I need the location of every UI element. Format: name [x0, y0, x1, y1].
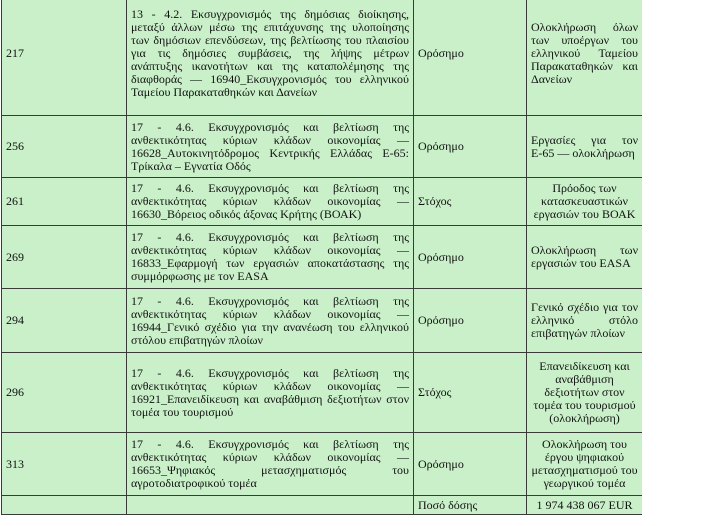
row-result-cell: Ολοκλήρωση των εργασιών του EASA	[527, 226, 643, 289]
row-description-cell: 17 - 4.6. Εκσυγχρονισμός και βελτίωση της ανθεκτικότητας κύριων κλάδων οικονομίας — 16630_Βόρειος οδικός άξονας Κρήτης (ΒΟΑΚ)	[127, 178, 414, 226]
table-row	[2, 433, 643, 496]
table-row	[2, 0, 643, 116]
page-margin	[642, 0, 723, 526]
empty-cell	[2, 496, 127, 515]
row-id-cell: 217	[2, 0, 127, 116]
table-row	[2, 353, 643, 433]
milestones-table	[1, 0, 643, 515]
row-id-cell: 269	[2, 226, 127, 289]
row-result-cell: Ολοκλήρωση όλων των υποέργων του ελληνικού Ταμείου Παρακαταθηκών και Δανείων	[527, 0, 643, 116]
row-id-cell: 313	[2, 433, 127, 496]
row-id-cell: 256	[2, 116, 127, 178]
row-result-cell: Εργασίες για τον Ε-65 — ολοκλήρωση	[527, 116, 643, 178]
total-amount: 1 974 438 067 EUR	[527, 496, 643, 515]
row-type-cell: Ορόσημο	[414, 289, 527, 353]
row-type-cell: Ορόσημο	[414, 116, 527, 178]
row-result-cell: Πρόοδος των κατασκευαστικών εργασιών του ΒΟΑΚ	[527, 178, 643, 226]
row-type-cell: Στόχος	[414, 178, 527, 226]
row-type-cell: Στόχος	[414, 353, 527, 433]
row-description-cell: 17 - 4.6. Εκσυγχρονισμός και βελτίωση της ανθεκτικότητας κύριων κλάδων οικονομίας — 16833_Εφαρμογή των εργασιών αποκατάστασης της συμμόρφωσης με τον EASA	[127, 226, 414, 289]
row-result-cell: Γενικό σχέδιο για τον ελληνικό στόλο επιβατηγών πλοίων	[527, 289, 643, 353]
row-description-cell: 17 - 4.6. Εκσυγχρονισμός και βελτίωση της ανθεκτικότητας κύριων κλάδων οικονομίας — 16944_Γενικό σχέδιο για την ανανέωση του ελληνικού στόλου επιβατηγών πλοίων	[127, 289, 414, 353]
table-row	[2, 289, 643, 353]
total-row	[2, 496, 643, 515]
row-result-cell: Ολοκλήρωση του έργου ψηφιακού μετασχηματισμού του γεωργικού τομέα	[527, 433, 643, 496]
row-description-cell: 17 - 4.6. Εκσυγχρονισμός και βελτίωση της ανθεκτικότητας κύριων κλάδων οικονομίας — 16628_Αυτοκινητόδρομος Κεντρικής Ελλάδας Ε-65: Τρίκαλα – Εγνατία Οδός	[127, 116, 414, 178]
row-type-cell: Ορόσημο	[414, 226, 527, 289]
row-id-cell: 261	[2, 178, 127, 226]
total-label: Ποσό δόσης	[414, 496, 527, 515]
row-description-cell: 17 - 4.6. Εκσυγχρονισμός και βελτίωση της ανθεκτικότητας κύριων κλάδων οικονομίας — 16921_Επανειδίκευση και αναβάθμιση δεξιοτήτων στον τομέα του τουρισμού	[127, 353, 414, 433]
row-type-cell: Ορόσημο	[414, 0, 527, 116]
table-row	[2, 178, 643, 226]
table-row	[2, 226, 643, 289]
table-row	[2, 116, 643, 178]
row-description-cell: 13 - 4.2. Εκσυγχρονισμός της δημόσιας διοίκησης, μεταξύ άλλων μέσω της επιτάχυνσης της υλοποίησης των δημόσιων επενδύσεων, της βελτίωσης του πλαισίου για τις δημόσιες συμβάσεις, της λήψης μέτρων ανάπτυξης ικανοτήτων και της καταπολέμησης της διαφθοράς — 16940_Εκσυγχρονισμός του ελληνικού Ταμείου Παρακαταθηκών και Δανείων	[127, 0, 414, 116]
row-result-cell: Επανειδίκευση και αναβάθμιση δεξιοτήτων στον τομέα του τουρισμού (ολοκλήρωση)	[527, 353, 643, 433]
row-type-cell: Ορόσημο	[414, 433, 527, 496]
row-id-cell: 294	[2, 289, 127, 353]
row-id-cell: 296	[2, 353, 127, 433]
empty-cell	[127, 496, 414, 515]
row-description-cell: 17 - 4.6. Εκσυγχρονισμός και βελτίωση της ανθεκτικότητας κύριων κλάδων οικονομίας — 16653_Ψηφιακός μετασχηματισμός του αγροτοδιατροφικού τομέα	[127, 433, 414, 496]
